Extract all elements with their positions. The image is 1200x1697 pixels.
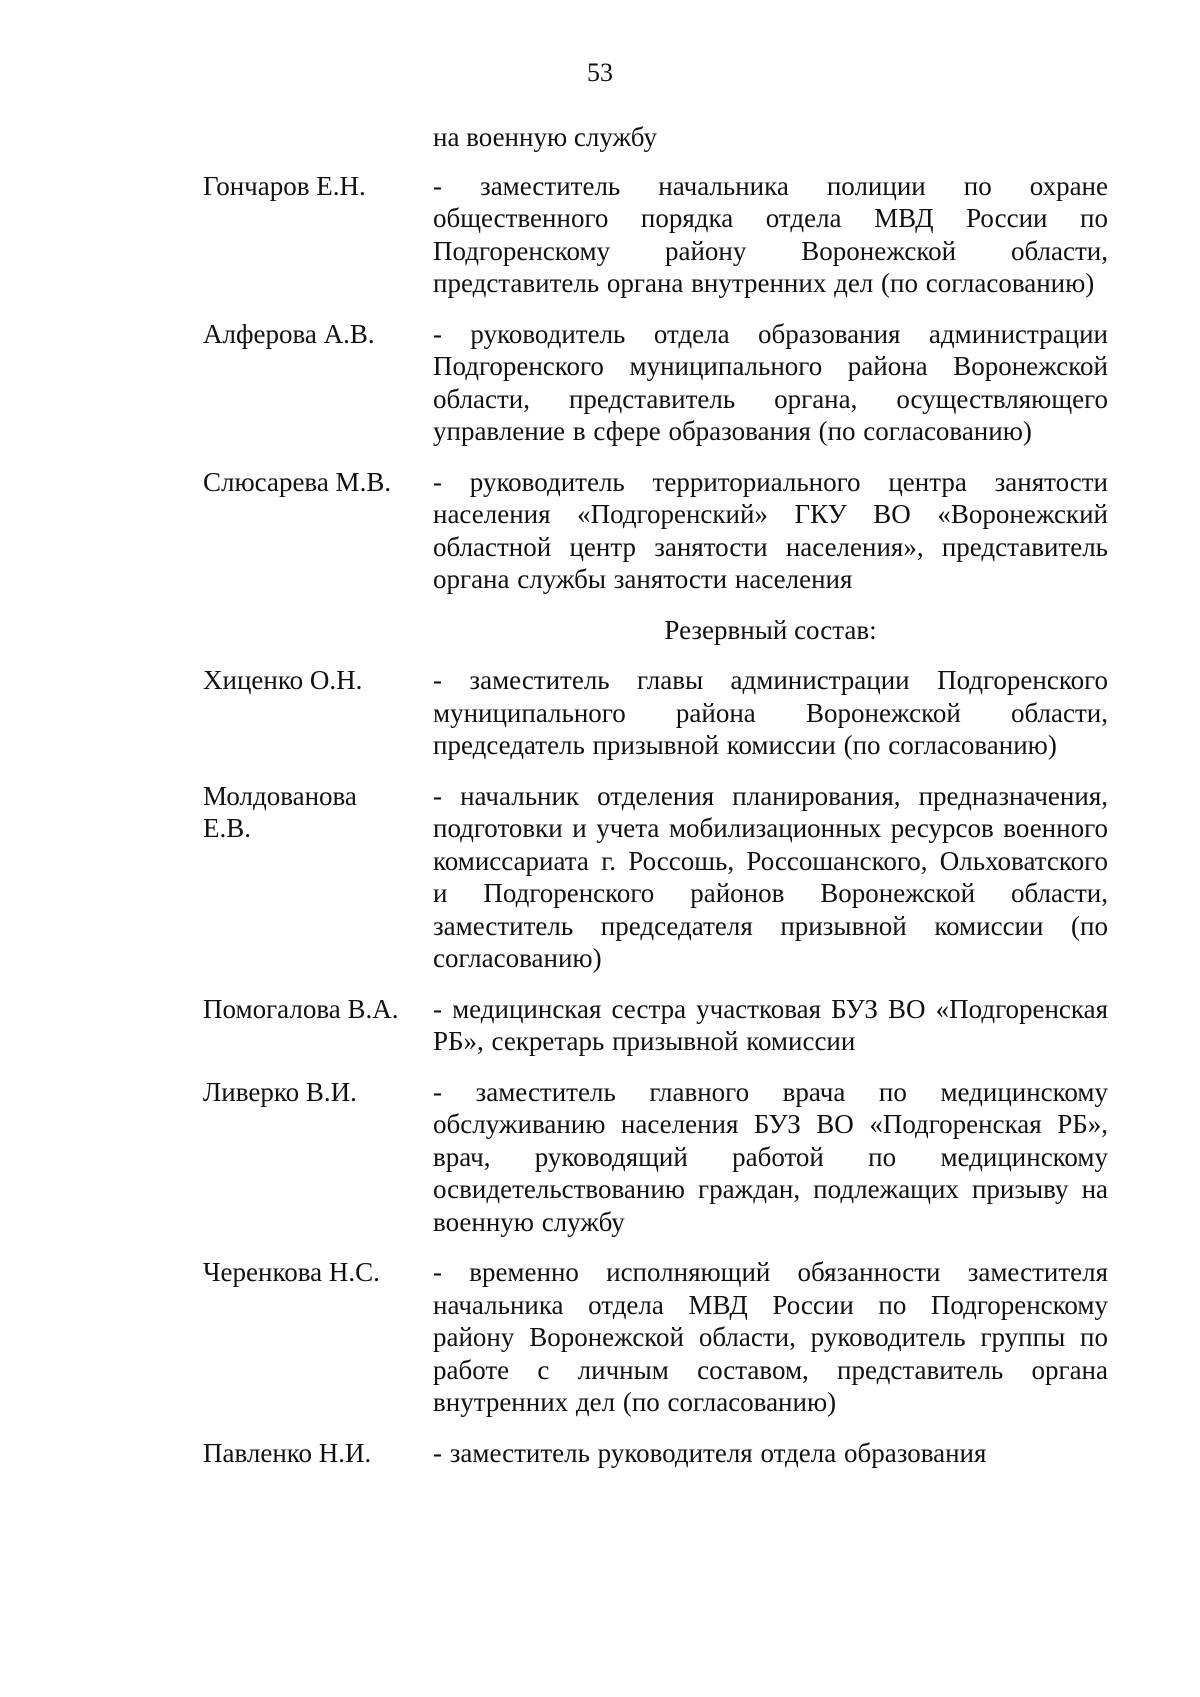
- member-description: - начальник отделения планирования, предназначения, подготовки и учета мобилизационных ресурсов военного комиссариата г. Россошь, Россошанского, Ольховатского и Подгоренского районов Воронежской области, заместитель председателя призывной комиссии (по согласованию): [433, 780, 1108, 973]
- member-name: Алферова А.В.: [203, 318, 375, 349]
- member-description: - заместитель начальника полиции по охране общественного порядка отдела МВД России по Подгоренскому району Воронежской области, представитель органа внутренних дел (по согласованию): [433, 170, 1108, 298]
- member-entry: [203, 1076, 1108, 1239]
- member-name: Слюсарева М.В.: [203, 466, 392, 497]
- member-description: - руководитель территориального центра занятости населения «Подгоренский» ГКУ ВО «Воронежский областной центр занятости населения», представитель органа службы занятости населения: [433, 466, 1108, 594]
- member-name: Павленко Н.И.: [203, 1437, 372, 1468]
- member-entry: [203, 780, 1108, 975]
- page-number: 53: [587, 58, 613, 87]
- member-entry: [203, 170, 1108, 300]
- document-content: [203, 121, 1108, 1487]
- member-entry: [203, 664, 1108, 762]
- member-name: Молдованова Е.В.: [203, 780, 357, 843]
- member-description: - заместитель руководителя отдела образования: [433, 1437, 987, 1468]
- member-entry: [203, 1256, 1108, 1419]
- member-entry: [203, 993, 1108, 1058]
- main-members-list: [203, 170, 1108, 596]
- member-description: - заместитель главного врача по медицинскому обслуживанию населения БУЗ ВО «Подгоренская РБ», врач, руководящий работой по медицинскому освидетельствованию граждан, подлежащих призыву на военную службу: [433, 1076, 1108, 1237]
- member-name: Хиценко О.Н.: [203, 665, 363, 695]
- member-name: Гончаров Е.Н.: [203, 170, 366, 201]
- reserve-members-list: [203, 664, 1108, 1469]
- member-description: - руководитель отдела образования администрации Подгоренского муниципального района Воронежской области, представитель органа, осуществляющего управление в сфере образования (по согласованию): [433, 318, 1108, 446]
- member-name: Ливерко В.И.: [203, 1076, 357, 1107]
- member-entry: [203, 466, 1108, 596]
- member-name: Черенкова Н.С.: [203, 1257, 380, 1287]
- member-description: - временно исполняющий обязанности заместителя начальника отдела МВД России по Подгоренскому району Воронежской области, руководитель группы по работе с личным составом, представитель органа внутренних дел (по согласованию): [433, 1257, 1108, 1417]
- member-description: - медицинская сестра участковая БУЗ ВО «Подгоренская РБ», секретарь призывной комиссии: [433, 993, 1108, 1056]
- member-entry: [203, 1437, 1108, 1470]
- member-description: - заместитель главы администрации Подгоренского муниципального района Воронежской области, председатель призывной комиссии (по согласованию): [433, 665, 1108, 760]
- continuation-text: на военную службу: [433, 122, 657, 152]
- reserve-heading: Резервный состав:: [664, 614, 877, 645]
- member-name: Помогалова В.А.: [203, 993, 399, 1024]
- member-entry: [203, 318, 1108, 448]
